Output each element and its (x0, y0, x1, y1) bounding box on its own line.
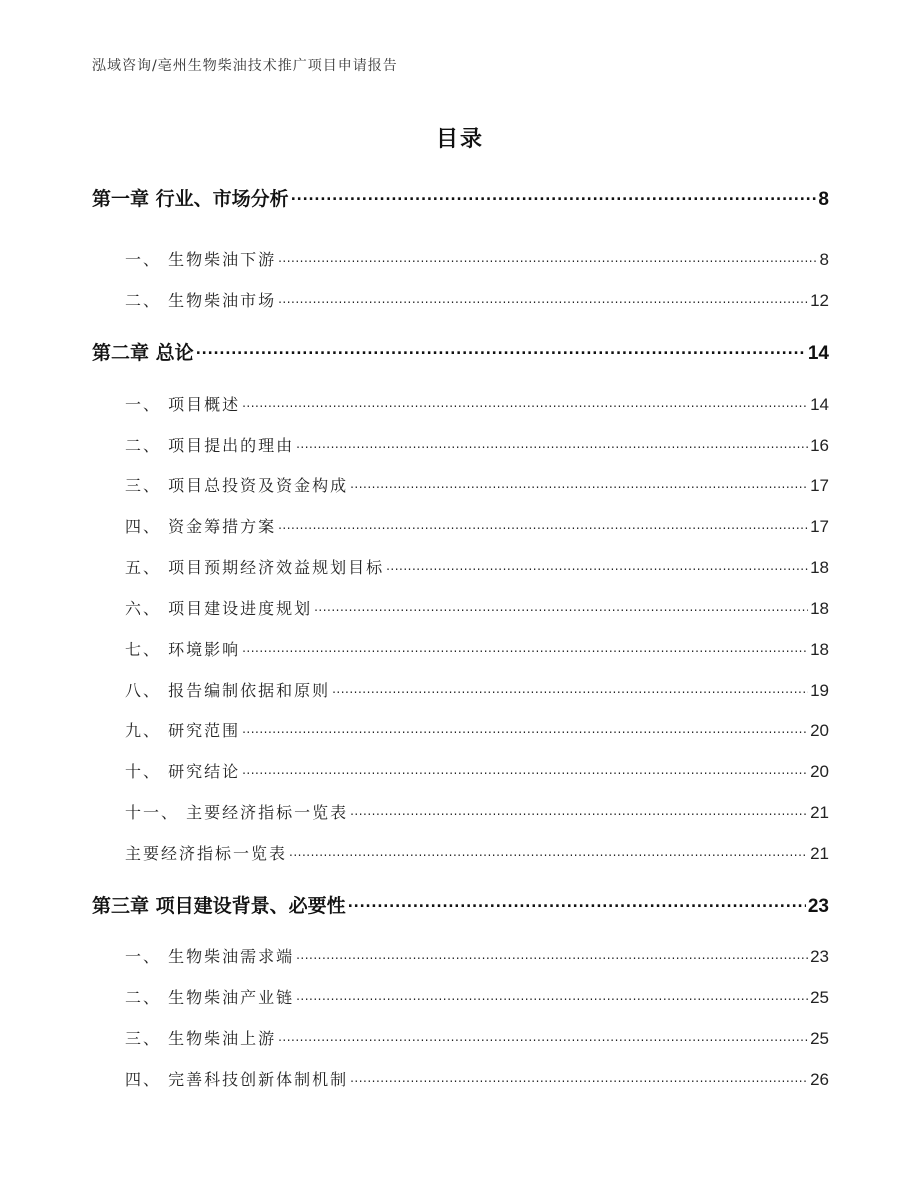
toc-page-number: 23 (810, 947, 829, 966)
toc-entry-title: 一、 项目概述 (125, 395, 241, 414)
toc-section-entry[interactable] (92, 678, 829, 701)
toc-entry-title: 第三章 项目建设背景、必要性 (92, 895, 346, 917)
toc-section-entry[interactable] (92, 1067, 829, 1090)
toc-entry-title: 十、 研究结论 (125, 762, 241, 781)
toc-page-number: 21 (810, 844, 829, 863)
toc-section-entry[interactable] (92, 555, 829, 578)
dot-leader (242, 639, 808, 655)
toc-page-number: 25 (810, 1029, 829, 1048)
toc-page-number: 17 (810, 517, 829, 536)
toc-section-entry[interactable] (92, 514, 829, 537)
toc-entry-title: 第二章 总论 (92, 342, 194, 364)
toc-entry-title: 三、 生物柴油上游 (125, 1029, 277, 1048)
toc-entry-title: 七、 环境影响 (125, 640, 241, 659)
toc-page-number: 19 (810, 681, 829, 700)
toc-entry-title: 十一、 主要经济指标一览表 (125, 803, 349, 822)
toc-entry-title: 六、 项目建设进度规划 (125, 599, 313, 618)
toc-page-number: 21 (810, 803, 829, 822)
toc-entry-title: 二、 生物柴油产业链 (125, 988, 295, 1007)
toc-chapter-entry[interactable] (92, 184, 829, 211)
toc-page-number: 26 (810, 1070, 829, 1089)
toc-section-entry[interactable] (92, 944, 829, 967)
dot-leader (296, 435, 808, 451)
dot-leader (350, 475, 808, 491)
dot-leader (348, 893, 806, 912)
toc-section-entry[interactable] (92, 473, 829, 496)
toc-page-number: 8 (819, 250, 829, 269)
dot-leader (296, 946, 808, 962)
toc-entry-title: 四、 资金筹措方案 (125, 517, 277, 536)
toc-entry-title: 二、 生物柴油市场 (125, 291, 277, 310)
toc-page-number: 16 (810, 436, 829, 455)
toc-page-number: 23 (807, 896, 829, 917)
toc-page-number: 20 (810, 721, 829, 740)
toc-entry-title: 四、 完善科技创新体制机制 (125, 1070, 349, 1089)
toc-entry-title: 一、 生物柴油需求端 (125, 947, 295, 966)
toc-section-entry[interactable] (92, 759, 829, 782)
toc-page-number: 18 (810, 599, 829, 618)
dot-leader (386, 557, 808, 573)
dot-leader (296, 987, 808, 1003)
toc-page-number: 25 (810, 988, 829, 1007)
toc-section-entry[interactable] (92, 433, 829, 456)
dot-leader (350, 802, 808, 818)
toc-page-number: 18 (810, 558, 829, 577)
dot-leader (242, 720, 808, 736)
toc-page-number: 18 (810, 640, 829, 659)
toc-entry-title: 九、 研究范围 (125, 721, 241, 740)
dot-leader (278, 1028, 808, 1044)
toc-entry-title: 八、 报告编制依据和原则 (125, 681, 331, 700)
toc-chapter-entry[interactable] (92, 891, 829, 918)
toc-section-entry[interactable] (92, 800, 829, 823)
toc-page-number: 20 (810, 762, 829, 781)
toc-entry-title: 二、 项目提出的理由 (125, 436, 295, 455)
dot-leader (332, 680, 808, 696)
toc-section-entry[interactable] (92, 596, 829, 619)
toc-entry-title: 一、 生物柴油下游 (125, 250, 277, 269)
toc-page-number: 8 (818, 189, 829, 210)
dot-leader (350, 1069, 808, 1085)
dot-leader (291, 186, 817, 205)
toc-page-number: 14 (810, 395, 829, 414)
toc-page-number: 17 (810, 476, 829, 495)
dot-leader (314, 598, 808, 614)
toc-section-entry[interactable] (92, 288, 829, 311)
toc-entry-title: 第一章 行业、市场分析 (92, 188, 289, 210)
dot-leader (242, 761, 808, 777)
dot-leader (196, 340, 806, 359)
toc-chapter-entry[interactable] (92, 338, 829, 365)
toc-section-entry[interactable] (92, 718, 829, 741)
toc-page-number: 12 (810, 291, 829, 310)
toc-section-entry[interactable] (92, 637, 829, 660)
toc-entry-title: 三、 项目总投资及资金构成 (125, 476, 349, 495)
toc-entry-title: 五、 项目预期经济效益规划目标 (125, 558, 385, 577)
dot-leader (278, 249, 817, 265)
toc-page-number: 14 (807, 343, 829, 364)
toc-section-entry[interactable] (92, 392, 829, 415)
dot-leader (278, 516, 808, 532)
dot-leader (242, 394, 808, 410)
toc-entry-title: 主要经济指标一览表 (125, 844, 288, 863)
toc-section-entry[interactable] (92, 247, 829, 270)
dot-leader (289, 843, 808, 859)
running-header: 泓域咨询/亳州生物柴油技术推广项目申请报告 (92, 58, 398, 74)
toc-title: 目录 (435, 127, 484, 152)
toc-section-entry[interactable] (92, 841, 829, 864)
toc-section-entry[interactable] (92, 985, 829, 1008)
toc-section-entry[interactable] (92, 1026, 829, 1049)
dot-leader (278, 290, 808, 306)
